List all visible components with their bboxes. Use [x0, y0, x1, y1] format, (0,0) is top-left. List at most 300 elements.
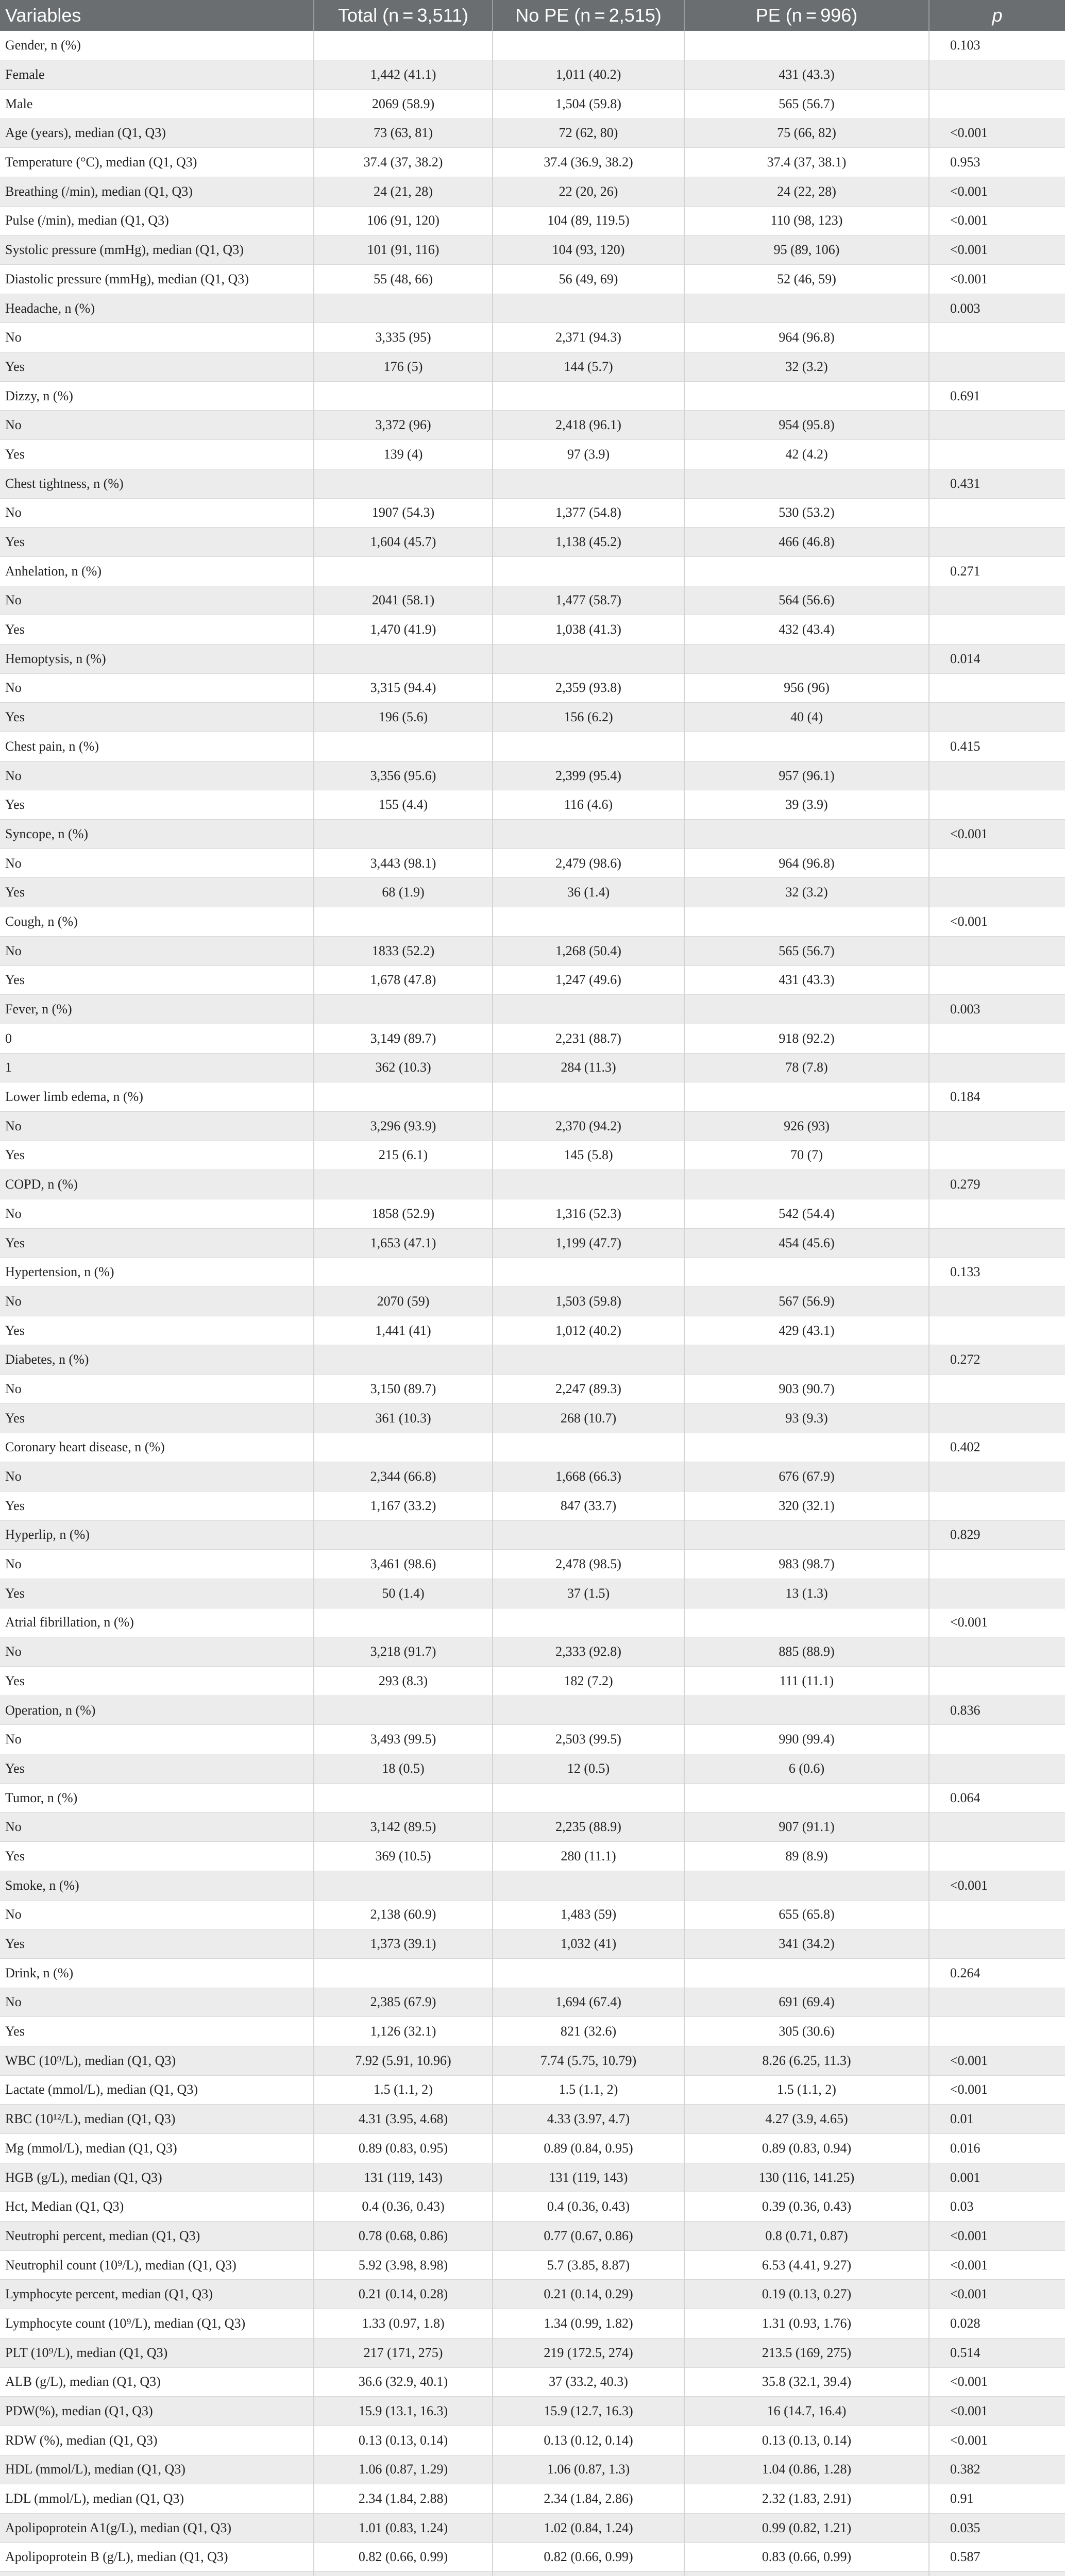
cell-total — [314, 907, 493, 937]
cell-no-pe: 280 (11.1) — [493, 1842, 684, 1871]
table-row — [0, 878, 1065, 907]
table-row — [0, 2513, 1065, 2543]
cell-p-value — [929, 849, 1065, 878]
cell-total: 215 (6.1) — [314, 1141, 493, 1170]
cell-p-value: 0.003 — [929, 294, 1065, 323]
cell-pe: 964 (96.8) — [684, 323, 929, 352]
table-row — [0, 528, 1065, 557]
table-row — [0, 1579, 1065, 1608]
cell-no-pe — [493, 2572, 684, 2576]
table-row — [0, 936, 1065, 965]
cell-pe: 32 (3.2) — [684, 352, 929, 382]
cell-total: 1858 (52.9) — [314, 1199, 493, 1229]
cell-total: 2,385 (67.9) — [314, 1988, 493, 2017]
cell-total — [314, 1608, 493, 1637]
cell-pe: 429 (43.1) — [684, 1316, 929, 1345]
cell-no-pe — [493, 1082, 684, 1112]
table-row — [0, 177, 1065, 206]
cell-total: 68 (1.9) — [314, 878, 493, 907]
cell-variable: Lactate (mmol/L), median (Q1, Q3) — [0, 2075, 314, 2105]
cell-no-pe — [493, 907, 684, 937]
cell-no-pe: 145 (5.8) — [493, 1141, 684, 1170]
cell-pe: 32 (3.2) — [684, 878, 929, 907]
cell-pe: 0.99 (0.82, 1.21) — [684, 2513, 929, 2543]
cell-total: 217 (171, 275) — [314, 2338, 493, 2367]
cell-no-pe: 144 (5.7) — [493, 352, 684, 382]
cell-total: 1833 (52.2) — [314, 936, 493, 965]
cell-variable: No — [0, 1462, 314, 1492]
cell-total: 4.31 (3.95, 4.68) — [314, 2105, 493, 2134]
cell-p-value: <0.001 — [929, 265, 1065, 294]
cell-variable: Coronary heart disease, n (%) — [0, 1433, 314, 1462]
cell-p-value — [929, 936, 1065, 965]
cell-variable: No — [0, 1550, 314, 1579]
cell-total: 3,150 (89.7) — [314, 1375, 493, 1404]
cell-p-value — [929, 2017, 1065, 2046]
cell-no-pe: 268 (10.7) — [493, 1403, 684, 1433]
cell-pe: 454 (45.6) — [684, 1228, 929, 1258]
cell-variable: WBC (10⁹/L), median (Q1, Q3) — [0, 2046, 314, 2075]
cell-variable: Yes — [0, 440, 314, 469]
table-row — [0, 235, 1065, 265]
cell-no-pe: 12 (0.5) — [493, 1754, 684, 1784]
table-row — [0, 440, 1065, 469]
cell-pe: 2.32 (1.83, 2.91) — [684, 2484, 929, 2514]
table-row — [0, 1141, 1065, 1170]
cell-total: 1,604 (45.7) — [314, 528, 493, 557]
cell-total: 2,138 (60.9) — [314, 1900, 493, 1929]
cell-p-value — [929, 1754, 1065, 1784]
cell-pe: 320 (32.1) — [684, 1491, 929, 1520]
cell-no-pe: 2,370 (94.2) — [493, 1111, 684, 1141]
cell-pe: 0.19 (0.13, 0.27) — [684, 2280, 929, 2309]
cell-p-value: 0.014 — [929, 644, 1065, 673]
cell-no-pe: 2,418 (96.1) — [493, 411, 684, 440]
cell-no-pe — [493, 469, 684, 498]
table-row — [0, 615, 1065, 645]
table-row — [0, 469, 1065, 498]
table-row — [0, 2163, 1065, 2192]
cell-pe: 42 (4.2) — [684, 440, 929, 469]
cell-variable: No — [0, 586, 314, 615]
cell-pe — [684, 644, 929, 673]
cell-pe — [684, 1258, 929, 1287]
cell-p-value — [929, 1053, 1065, 1082]
cell-no-pe: 1,483 (59) — [493, 1900, 684, 1929]
cell-p-value — [929, 615, 1065, 645]
cell-no-pe: 1,503 (59.8) — [493, 1287, 684, 1316]
table-row — [0, 1550, 1065, 1579]
cell-variable: Operation, n (%) — [0, 1696, 314, 1725]
cell-variable: Yes — [0, 1316, 314, 1345]
cell-pe: 130 (116, 141.25) — [684, 2163, 929, 2192]
cell-pe — [684, 1170, 929, 1199]
cell-p-value: <0.001 — [929, 2046, 1065, 2075]
table-row — [0, 1783, 1065, 1812]
cell-pe: 956 (96) — [684, 673, 929, 703]
cell-no-pe: 1,012 (40.2) — [493, 1316, 684, 1345]
table-row — [0, 556, 1065, 586]
cell-p-value: 0.691 — [929, 381, 1065, 411]
cell-no-pe: 1.5 (1.1, 2) — [493, 2075, 684, 2105]
cell-no-pe — [493, 1345, 684, 1375]
header-p-value — [929, 0, 1065, 31]
cell-pe: 1.04 (0.86, 1.28) — [684, 2455, 929, 2484]
cell-p-value — [929, 1287, 1065, 1316]
cell-variable: Tumor, n (%) — [0, 1783, 314, 1812]
cell-variable: No — [0, 1725, 314, 1754]
cell-total: 18 (0.5) — [314, 1754, 493, 1784]
cell-pe — [684, 31, 929, 60]
cell-no-pe: 0.13 (0.12, 0.14) — [493, 2426, 684, 2455]
cell-total: 73 (63, 81) — [314, 118, 493, 148]
cell-variable: RDW (%), median (Q1, Q3) — [0, 2426, 314, 2455]
cell-no-pe: 0.82 (0.66, 0.99) — [493, 2543, 684, 2572]
table-row — [0, 2484, 1065, 2514]
cell-p-value: 0.415 — [929, 732, 1065, 761]
cell-pe: 957 (96.1) — [684, 761, 929, 790]
cell-variable: Drink, n (%) — [0, 1958, 314, 1988]
cell-pe — [684, 820, 929, 849]
table-row — [0, 118, 1065, 148]
table-row — [0, 703, 1065, 732]
cell-p-value — [929, 1842, 1065, 1871]
cell-no-pe: 1,477 (58.7) — [493, 586, 684, 615]
cell-no-pe: 7.74 (5.75, 10.79) — [493, 2046, 684, 2075]
cell-no-pe: 156 (6.2) — [493, 703, 684, 732]
table-row — [0, 965, 1065, 995]
cell-no-pe — [493, 1520, 684, 1550]
cell-no-pe — [493, 294, 684, 323]
cell-p-value — [929, 440, 1065, 469]
table-row — [0, 1491, 1065, 1520]
cell-p-value — [929, 1462, 1065, 1492]
cell-variable: Smoke, n (%) — [0, 1871, 314, 1900]
cell-p-value — [929, 1725, 1065, 1754]
cell-no-pe — [493, 1958, 684, 1988]
table-row — [0, 323, 1065, 352]
table-row — [0, 2338, 1065, 2367]
cell-variable: Lymphocyte count (10⁹/L), median (Q1, Q3) — [0, 2309, 314, 2338]
cell-no-pe: 4.33 (3.97, 4.7) — [493, 2105, 684, 2134]
cell-total: 155 (4.4) — [314, 790, 493, 820]
cell-pe — [684, 1608, 929, 1637]
cell-p-value — [929, 1111, 1065, 1141]
table-row — [0, 2280, 1065, 2309]
table-row — [0, 849, 1065, 878]
cell-pe: 8.26 (6.25, 11.3) — [684, 2046, 929, 2075]
table-row — [0, 1024, 1065, 1053]
cell-no-pe: 2,478 (98.5) — [493, 1550, 684, 1579]
cell-variable: Yes — [0, 1228, 314, 1258]
cell-pe: 530 (53.2) — [684, 498, 929, 528]
cell-no-pe: 5.7 (3.85, 8.87) — [493, 2250, 684, 2280]
cell-pe — [684, 1871, 929, 1900]
table-row — [0, 1608, 1065, 1637]
table-row — [0, 1812, 1065, 1842]
cell-pe: 111 (11.1) — [684, 1667, 929, 1696]
cell-variable: Apolipoprotein A1(g/L), median (Q1, Q3) — [0, 2513, 314, 2543]
cell-variable: Yes — [0, 1141, 314, 1170]
cell-p-value: 0.402 — [929, 1433, 1065, 1462]
cell-variable: No — [0, 1988, 314, 2017]
header-no-pe: No PE (n = 2,515) — [493, 0, 684, 31]
cell-no-pe: 821 (32.6) — [493, 2017, 684, 2046]
cell-pe: 40 (4) — [684, 703, 929, 732]
cell-pe: 1.31 (0.93, 1.76) — [684, 2309, 929, 2338]
cell-pe: 0.8 (0.71, 0.87) — [684, 2222, 929, 2251]
cell-variable: No — [0, 1111, 314, 1141]
cell-variable: Apolipoprotein B (g/L), median (Q1, Q3) — [0, 2543, 314, 2572]
cell-variable: Yes — [0, 703, 314, 732]
cell-p-value: 0.016 — [929, 2134, 1065, 2163]
cell-pe: 13 (1.3) — [684, 1579, 929, 1608]
cell-no-pe: 1,011 (40.2) — [493, 60, 684, 90]
cell-pe: 4.27 (3.9, 4.65) — [684, 2105, 929, 2134]
cell-total — [314, 1170, 493, 1199]
cell-total: 196 (5.6) — [314, 703, 493, 732]
cell-variable: No — [0, 1900, 314, 1929]
cell-p-value — [929, 498, 1065, 528]
cell-no-pe: 1,247 (49.6) — [493, 965, 684, 995]
cell-total: 369 (10.5) — [314, 1842, 493, 1871]
cell-total — [314, 294, 493, 323]
cell-total — [314, 644, 493, 673]
cell-total: 2069 (58.9) — [314, 89, 493, 118]
cell-pe: 903 (90.7) — [684, 1375, 929, 1404]
cell-pe — [684, 995, 929, 1024]
cell-variable: Dizzy, n (%) — [0, 381, 314, 411]
cell-total: 2.34 (1.84, 2.88) — [314, 2484, 493, 2514]
cell-no-pe — [493, 1170, 684, 1199]
cell-total — [314, 1871, 493, 1900]
cell-p-value — [929, 1228, 1065, 1258]
cell-pe: 990 (99.4) — [684, 1725, 929, 1754]
cell-no-pe: 1,138 (45.2) — [493, 528, 684, 557]
table-row — [0, 1696, 1065, 1725]
cell-no-pe — [493, 732, 684, 761]
cell-total — [314, 1696, 493, 1725]
cell-variable: Diastolic pressure (mmHg), median (Q1, Q3) — [0, 265, 314, 294]
cell-p-value — [929, 1988, 1065, 2017]
table-row — [0, 2572, 1065, 2576]
cell-variable: 0 — [0, 1024, 314, 1053]
table-row — [0, 2046, 1065, 2075]
cell-pe — [684, 1433, 929, 1462]
cell-p-value — [929, 2572, 1065, 2576]
cell-total: 3,142 (89.5) — [314, 1812, 493, 1842]
cell-total — [314, 732, 493, 761]
table-row — [0, 907, 1065, 937]
cell-no-pe — [493, 1871, 684, 1900]
cell-variable: Systolic pressure (mmHg), median (Q1, Q3) — [0, 235, 314, 265]
cell-variable: Yes — [0, 528, 314, 557]
cell-no-pe: 37 (1.5) — [493, 1579, 684, 1608]
cell-p-value: 0.003 — [929, 995, 1065, 1024]
cell-total: 1,373 (39.1) — [314, 1929, 493, 1959]
table-row — [0, 2222, 1065, 2251]
table-row — [0, 60, 1065, 90]
cell-variable: HDL (mmol/L), median (Q1, Q3) — [0, 2455, 314, 2484]
cell-no-pe — [493, 820, 684, 849]
table-row — [0, 761, 1065, 790]
cell-p-value: 0.272 — [929, 1345, 1065, 1375]
cell-p-value — [929, 528, 1065, 557]
cell-no-pe: 2,247 (89.3) — [493, 1375, 684, 1404]
table-row — [0, 1345, 1065, 1375]
cell-variable: Male — [0, 89, 314, 118]
cell-pe — [684, 1520, 929, 1550]
cell-total: 3,443 (98.1) — [314, 849, 493, 878]
table-row — [0, 2134, 1065, 2163]
cell-pe: 466 (46.8) — [684, 528, 929, 557]
cell-p-value — [929, 1550, 1065, 1579]
table-row — [0, 1754, 1065, 1784]
cell-no-pe: 0.21 (0.14, 0.29) — [493, 2280, 684, 2309]
cell-variable: No — [0, 1287, 314, 1316]
cell-total: 293 (8.3) — [314, 1667, 493, 1696]
cell-pe: 95 (89, 106) — [684, 235, 929, 265]
cell-total: 2,344 (66.8) — [314, 1462, 493, 1492]
cell-p-value — [929, 673, 1065, 703]
header-pe: PE (n = 996) — [684, 0, 929, 31]
cell-p-value: 0.91 — [929, 2484, 1065, 2514]
cell-variable: Breathing (/min), median (Q1, Q3) — [0, 177, 314, 206]
table-row — [0, 820, 1065, 849]
cell-pe: 964 (96.8) — [684, 849, 929, 878]
table-row — [0, 1082, 1065, 1112]
table-row — [0, 2017, 1065, 2046]
cell-total: 1.5 (1.1, 2) — [314, 2075, 493, 2105]
table-row — [0, 2426, 1065, 2455]
cell-variable: LDL (mmol/L), median (Q1, Q3) — [0, 2484, 314, 2514]
table-row — [0, 294, 1065, 323]
cell-variable: No — [0, 1637, 314, 1667]
cell-pe: 655 (65.8) — [684, 1900, 929, 1929]
cell-pe: 75 (66, 82) — [684, 118, 929, 148]
cell-p-value: <0.001 — [929, 2280, 1065, 2309]
cell-p-value: 0.064 — [929, 1783, 1065, 1812]
cell-p-value — [929, 1199, 1065, 1229]
cell-total: 106 (91, 120) — [314, 206, 493, 235]
cell-p-value — [929, 1375, 1065, 1404]
cell-total: 7.92 (5.91, 10.96) — [314, 2046, 493, 2075]
table-row — [0, 1258, 1065, 1287]
cell-no-pe: 1,038 (41.3) — [493, 615, 684, 645]
cell-total: 362 (10.3) — [314, 1053, 493, 1082]
cell-variable: Yes — [0, 1667, 314, 1696]
cell-total — [314, 381, 493, 411]
cell-no-pe: 284 (11.3) — [493, 1053, 684, 1082]
cell-p-value: <0.001 — [929, 206, 1065, 235]
cell-total — [314, 820, 493, 849]
table-row — [0, 31, 1065, 60]
cell-p-value — [929, 352, 1065, 382]
cell-variable: PLT (10⁹/L), median (Q1, Q3) — [0, 2338, 314, 2367]
cell-total: 3,335 (95) — [314, 323, 493, 352]
cell-no-pe: 104 (93, 120) — [493, 235, 684, 265]
cell-p-value — [929, 1024, 1065, 1053]
cell-p-value: <0.001 — [929, 118, 1065, 148]
cell-total: 2041 (58.1) — [314, 586, 493, 615]
table-row — [0, 2397, 1065, 2426]
cell-no-pe: 1,316 (52.3) — [493, 1199, 684, 1229]
cell-pe: 305 (30.6) — [684, 2017, 929, 2046]
table-header-row — [0, 0, 1065, 31]
cell-pe: 52 (46, 59) — [684, 265, 929, 294]
cell-total — [314, 1958, 493, 1988]
cell-total: 1,653 (47.1) — [314, 1228, 493, 1258]
cell-variable: PDW(%), median (Q1, Q3) — [0, 2397, 314, 2426]
cell-p-value — [929, 761, 1065, 790]
cell-total: 101 (91, 116) — [314, 235, 493, 265]
cell-variable: Mg (mmol/L), median (Q1, Q3) — [0, 2134, 314, 2163]
table-body — [0, 31, 1065, 2576]
cell-total: 131 (119, 143) — [314, 2163, 493, 2192]
cell-pe: 431 (43.3) — [684, 60, 929, 90]
cell-no-pe — [493, 31, 684, 60]
cell-total: 1,126 (32.1) — [314, 2017, 493, 2046]
cell-pe — [684, 1783, 929, 1812]
cell-no-pe: 37.4 (36.9, 38.2) — [493, 148, 684, 177]
cell-variable: Anhelation, n (%) — [0, 556, 314, 586]
cell-no-pe: 1,504 (59.8) — [493, 89, 684, 118]
cell-p-value: 0.382 — [929, 2455, 1065, 2484]
cell-no-pe — [493, 381, 684, 411]
cell-total — [314, 31, 493, 60]
cell-p-value — [929, 965, 1065, 995]
cell-no-pe: 1,694 (67.4) — [493, 1988, 684, 2017]
cell-pe — [684, 732, 929, 761]
cell-pe: 0.39 (0.36, 0.43) — [684, 2192, 929, 2222]
cell-pe — [684, 294, 929, 323]
cell-p-value: 0.028 — [929, 2309, 1065, 2338]
cell-no-pe: 56 (49, 69) — [493, 265, 684, 294]
cell-p-value: 0.829 — [929, 1520, 1065, 1550]
cell-variable: Yes — [0, 352, 314, 382]
cell-no-pe: 2,371 (94.3) — [493, 323, 684, 352]
cell-no-pe: 2,479 (98.6) — [493, 849, 684, 878]
table-row — [0, 411, 1065, 440]
cell-no-pe: 2,333 (92.8) — [493, 1637, 684, 1667]
cell-total: 3,461 (98.6) — [314, 1550, 493, 1579]
cell-p-value — [929, 703, 1065, 732]
cell-total: 1,167 (33.2) — [314, 1491, 493, 1520]
table-row — [0, 1403, 1065, 1433]
cell-variable: No — [0, 498, 314, 528]
table-row — [0, 644, 1065, 673]
cell-variable: No — [0, 673, 314, 703]
cell-no-pe: 2,503 (99.5) — [493, 1725, 684, 1754]
cell-p-value — [929, 60, 1065, 90]
cell-pe: 564 (56.6) — [684, 586, 929, 615]
table-row — [0, 1462, 1065, 1492]
table-row — [0, 352, 1065, 382]
cell-total: 1,442 (41.1) — [314, 60, 493, 90]
cell-pe: 93 (9.3) — [684, 1403, 929, 1433]
cell-pe: 0.89 (0.83, 0.94) — [684, 2134, 929, 2163]
table-row — [0, 1111, 1065, 1141]
table-row — [0, 89, 1065, 118]
cell-p-value: <0.001 — [929, 2222, 1065, 2251]
cell-pe: 926 (93) — [684, 1111, 929, 1141]
table-row — [0, 2075, 1065, 2105]
cell-p-value: 0.133 — [929, 1258, 1065, 1287]
cell-pe — [684, 1082, 929, 1112]
cell-no-pe: 0.77 (0.67, 0.86) — [493, 2222, 684, 2251]
cell-p-value — [929, 323, 1065, 352]
cell-no-pe: 1,668 (66.3) — [493, 1462, 684, 1492]
